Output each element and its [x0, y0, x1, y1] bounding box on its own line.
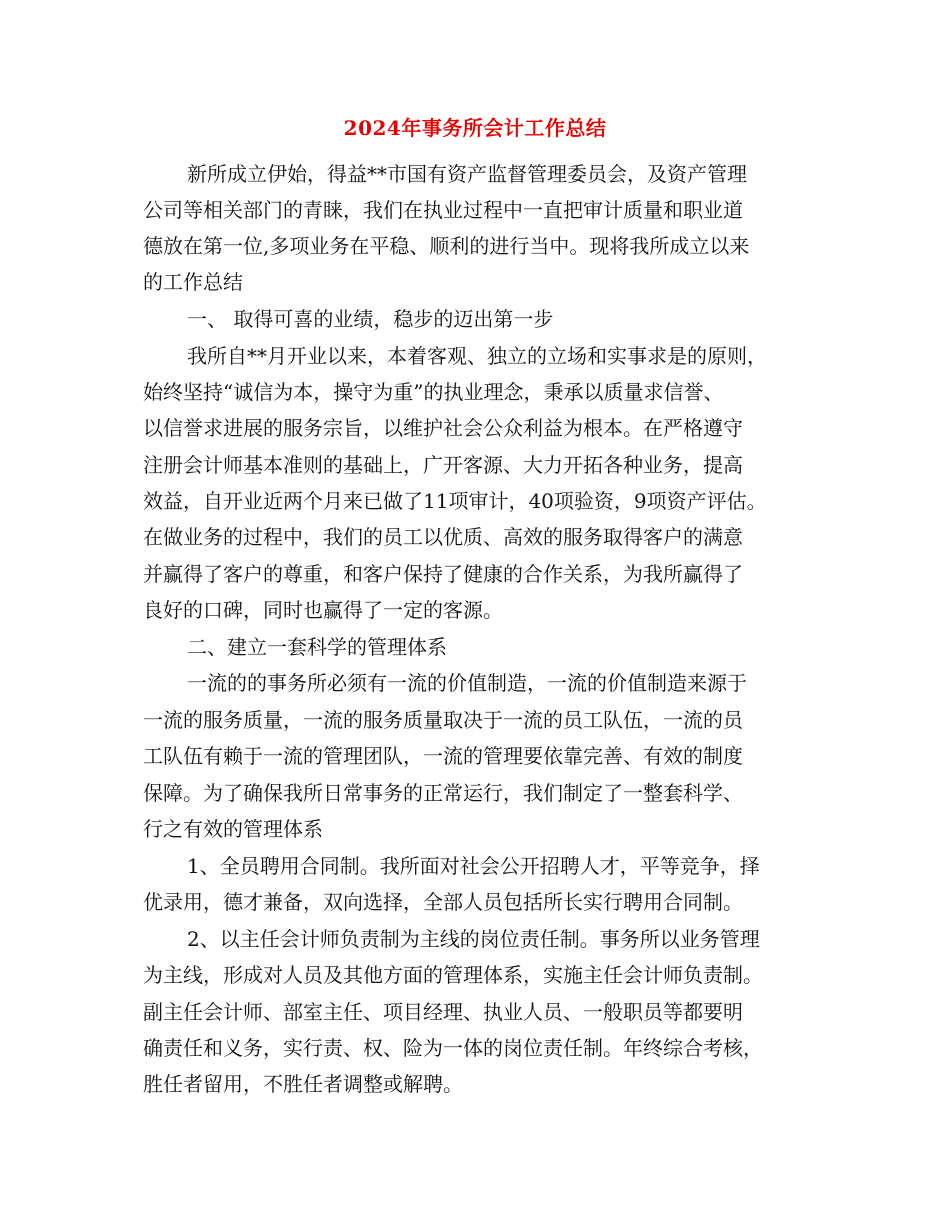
- paragraph-line: 一流的的事务所必须有一流的价值制造，一流的价值制造来源于: [187, 671, 747, 695]
- paragraph-line: 工队伍有赖于一流的管理团队，一流的管理要依靠完善、有效的制度: [143, 744, 743, 768]
- paragraph-line: 在做业务的过程中，我们的员工以优质、高效的服务取得客户的满意: [143, 525, 743, 549]
- paragraph-line: 行之有效的管理体系: [143, 817, 323, 841]
- paragraph-line: 确责任和义务，实行责、权、险为一体的岗位责任制。年终综合考核，: [143, 1036, 763, 1060]
- paragraph-line: 效益，自开业近两个月来已做了11项审计，40项验资，9项资产评估。: [143, 489, 767, 513]
- paragraph-line: 良好的口碑，同时也赢得了一定的客源。: [143, 598, 503, 622]
- paragraph-line: 注册会计师基本准则的基础上，广开客源、大力开拓各种业务，提高: [143, 453, 743, 477]
- paragraph-line: 新所成立伊始，得益**市国有资产监督管理委员会，及资产管理: [187, 162, 747, 186]
- paragraph-line: 并赢得了客户的尊重，和客户保持了健康的合作关系，为我所赢得了: [143, 562, 743, 586]
- document-title: 2024年事务所会计工作总结: [343, 116, 607, 140]
- paragraph-line: 一流的服务质量，一流的服务质量取决于一流的员工队伍，一流的员: [143, 708, 743, 732]
- paragraph-line: 副主任会计师、部室主任、项目经理、执业人员、一般职员等都要明: [143, 1000, 743, 1024]
- section-heading: 一、 取得可喜的业绩，稳步的迈出第一步: [187, 307, 554, 331]
- paragraph-line: 的工作总结: [143, 270, 243, 294]
- paragraph-line: 1、全员聘用合同制。我所面对社会公开招聘人才，平等竞争，择: [187, 854, 760, 878]
- paragraph-line: 保障。为了确保我所日常事务的正常运行，我们制定了一整套科学、: [143, 781, 743, 805]
- paragraph-line: 2、以主任会计师负责制为主线的岗位责任制。事务所以业务管理: [187, 927, 760, 951]
- paragraph-line: 公司等相关部门的青睐，我们在执业过程中一直把审计质量和职业道: [143, 198, 743, 222]
- paragraph-line: 以信誉求进展的服务宗旨，以维护社会公众利益为根本。在严格遵守: [143, 416, 743, 440]
- paragraph-line: 胜任者留用，不胜任者调整或解聘。: [143, 1072, 463, 1096]
- paragraph-line: 优录用，德才兼备，双向选择，全部人员包括所长实行聘用合同制。: [143, 890, 743, 914]
- paragraph-line: 我所自**月开业以来，本着客观、独立的立场和实事求是的原则，: [187, 344, 767, 368]
- section-heading: 二、建立一套科学的管理体系: [187, 635, 447, 659]
- paragraph-line: 为主线，形成对人员及其他方面的管理体系，实施主任会计师负责制。: [143, 963, 763, 987]
- paragraph-line: 德放在第一位,多项业务在平稳、顺利的进行当中。现将我所成立以来: [143, 234, 750, 258]
- paragraph-line: 始终坚持“诚信为本，操守为重”的执业理念，秉承以质量求信誉、: [143, 380, 724, 404]
